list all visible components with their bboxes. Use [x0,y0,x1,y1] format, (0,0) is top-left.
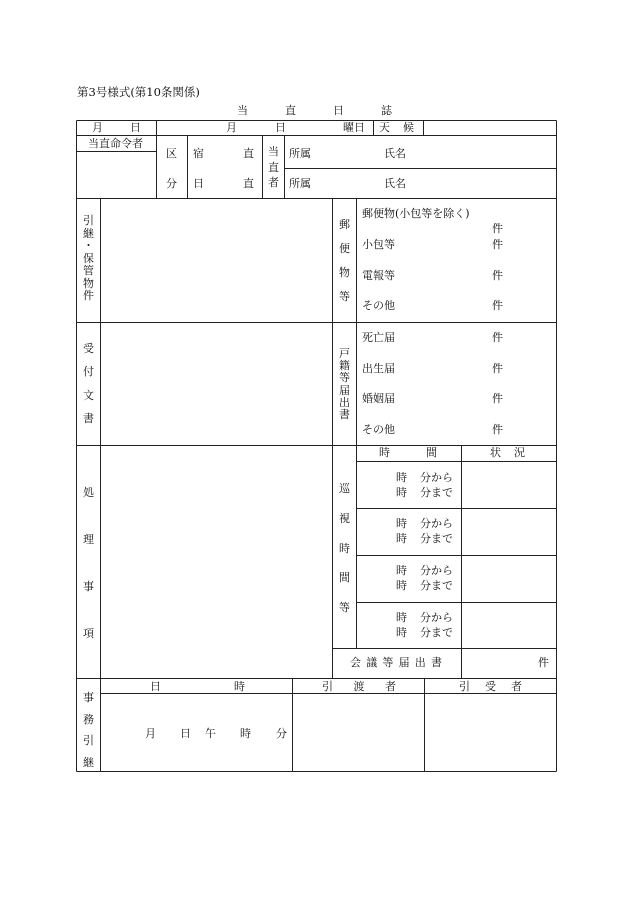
label-glyph: 議 [366,656,378,669]
label-glyph: 項 [83,627,94,640]
label-glyph: 等 [339,371,350,385]
processed-matters-label [83,487,94,639]
patrol-start-minute: 分から [420,564,453,577]
label-glyph: 天 [379,121,390,134]
count-unit: 件 [538,656,549,669]
datetime-column-header [150,681,245,692]
name-label: 氏名 [384,147,406,160]
label-glyph: 管 [83,264,94,277]
label-glyph: 出 [339,395,350,409]
label-glyph: 時 [339,541,350,555]
label-glyph: 引 [83,214,94,227]
label-glyph: 物 [339,266,350,279]
label-glyph: 理 [83,533,94,546]
label-glyph: 区 [166,147,177,160]
label-glyph: 等 [339,601,350,614]
duty-commander-label: 当直命令者 [88,137,143,150]
count-unit: 件 [492,362,503,375]
page-title [237,105,392,116]
patrol-times-label [339,483,350,613]
patrol-start-hour: 時 [396,471,407,484]
handover-hour-unit: 時 [240,727,251,740]
label-glyph: 籍 [339,359,350,373]
patrol-end-hour: 時 [396,486,407,499]
handover-minute-unit: 分 [276,727,287,740]
category-label [166,148,177,189]
label-glyph: 処 [83,486,94,499]
patrol-start-minute: 分から [420,517,453,530]
label-glyph: 候 [403,121,414,134]
label-glyph: 便 [339,242,350,255]
time-column-header [379,447,437,458]
count-unit: 件 [492,222,503,235]
label-glyph: 日 [150,680,161,693]
mail-label [339,219,350,302]
label-glyph: 務 [83,712,94,726]
label-glyph: 直 [243,147,254,160]
label-glyph: 会 [350,656,361,669]
label-glyph: 引 [322,680,333,693]
handed-by-column-header [322,681,396,692]
label-glyph: 間 [426,446,437,459]
received-documents-label [83,343,94,424]
handover-day-unit: 日 [180,727,191,740]
label-glyph: 継 [83,755,94,769]
label-glyph: 戸 [339,347,350,360]
label-glyph: 継 [83,226,94,240]
label-glyph: 郵 [339,218,350,231]
day-duty-label [193,178,254,189]
count-unit: 件 [492,238,503,251]
count-unit: 件 [492,331,503,344]
label-glyph: 況 [514,446,525,459]
label-glyph: 間 [339,571,350,585]
label-glyph: 直 [243,177,254,190]
patrol-start-hour: 時 [396,564,407,577]
label-glyph: 誌 [381,104,392,117]
duty-person-label [268,146,279,188]
date-label [92,122,141,133]
patrol-end-hour: 時 [396,579,407,592]
registry-row-label: その他 [362,423,395,436]
label-glyph: 視 [339,511,350,525]
label-glyph: 者 [268,176,279,189]
mail-row-label: 小包等 [362,238,395,251]
label-glyph: 宿 [193,147,204,160]
label-glyph: 日 [333,104,344,117]
weather-label [379,122,414,133]
registry-row-label: 婚姻届 [362,392,395,405]
label-glyph: 受 [485,680,496,693]
label-glyph: 物 [83,276,94,290]
label-glyph: 届 [398,656,410,669]
label-glyph: 文 [83,388,94,402]
label-glyph: 引 [83,734,94,748]
count-unit: 件 [492,269,503,282]
label-glyph: 日 [130,121,141,134]
office-handover-label [83,692,94,768]
registry-notices-label [339,348,350,420]
label-glyph: 引 [459,680,470,693]
label-glyph: 書 [83,411,94,425]
label-glyph: 月 [92,121,103,134]
patrol-end-minute: 分まで [420,579,453,592]
label-glyph: 届 [339,383,350,397]
label-glyph: 分 [166,177,177,190]
registry-row-label: 出生届 [362,362,395,375]
day-unit: 日 [275,121,286,134]
patrol-start-minute: 分から [420,611,453,624]
label-glyph: 件 [83,289,94,302]
label-glyph: 出 [414,656,426,669]
label-glyph: 等 [339,290,350,303]
label-glyph: 直 [268,160,279,174]
mail-row-label: その他 [362,299,395,312]
patrol-end-hour: 時 [396,532,407,545]
label-glyph: 事 [83,691,94,704]
name-label: 氏名 [384,177,406,190]
label-glyph: 保 [83,251,94,265]
label-glyph: 日 [193,177,204,190]
patrol-start-hour: 時 [396,517,407,530]
patrol-end-hour: 時 [396,626,407,639]
patrol-start-minute: 分から [420,471,453,484]
label-glyph: 巡 [339,482,350,495]
label-glyph: 書 [430,656,442,669]
handover-month-unit: 月 [145,727,156,740]
label-glyph: 時 [379,446,390,459]
registry-row-label: 死亡届 [362,331,395,344]
label-glyph: 当 [268,145,279,158]
label-glyph: 等 [382,656,394,669]
label-glyph: 書 [339,407,350,421]
mail-row-label: 電報等 [362,269,395,282]
weekday-unit: 曜日 [343,121,365,134]
night-duty-label [193,148,254,159]
meeting-notices-label [350,657,442,668]
label-glyph: 者 [511,680,522,693]
label-glyph: 事 [83,580,94,593]
mail-row-label: 郵便物(小包等を除く) [362,207,470,220]
label-glyph: 渡 [353,680,365,693]
month-unit: 月 [226,121,237,134]
patrol-end-minute: 分まで [420,486,453,499]
received-by-column-header [459,681,522,692]
patrol-start-hour: 時 [396,611,407,624]
label-glyph: 時 [234,680,245,693]
count-unit: 件 [492,392,503,405]
patrol-end-minute: 分まで [420,532,453,545]
label-glyph: 付 [83,365,94,379]
custody-items-label [83,215,94,301]
patrol-end-minute: 分まで [420,626,453,639]
form-number: 第3号様式(第10条関係) [77,85,200,99]
label-glyph: 当 [237,104,248,117]
label-glyph: 直 [285,104,296,117]
label-glyph: ・ [83,239,94,252]
label-glyph: 受 [83,342,94,355]
status-column-header [490,447,525,458]
label-glyph: 状 [490,446,501,459]
count-unit: 件 [492,423,503,436]
affiliation-label: 所属 [289,147,311,160]
handover-ampm-unit: 午 [205,727,216,740]
label-glyph: 者 [385,680,396,693]
count-unit: 件 [492,299,503,312]
affiliation-label: 所属 [289,177,311,190]
